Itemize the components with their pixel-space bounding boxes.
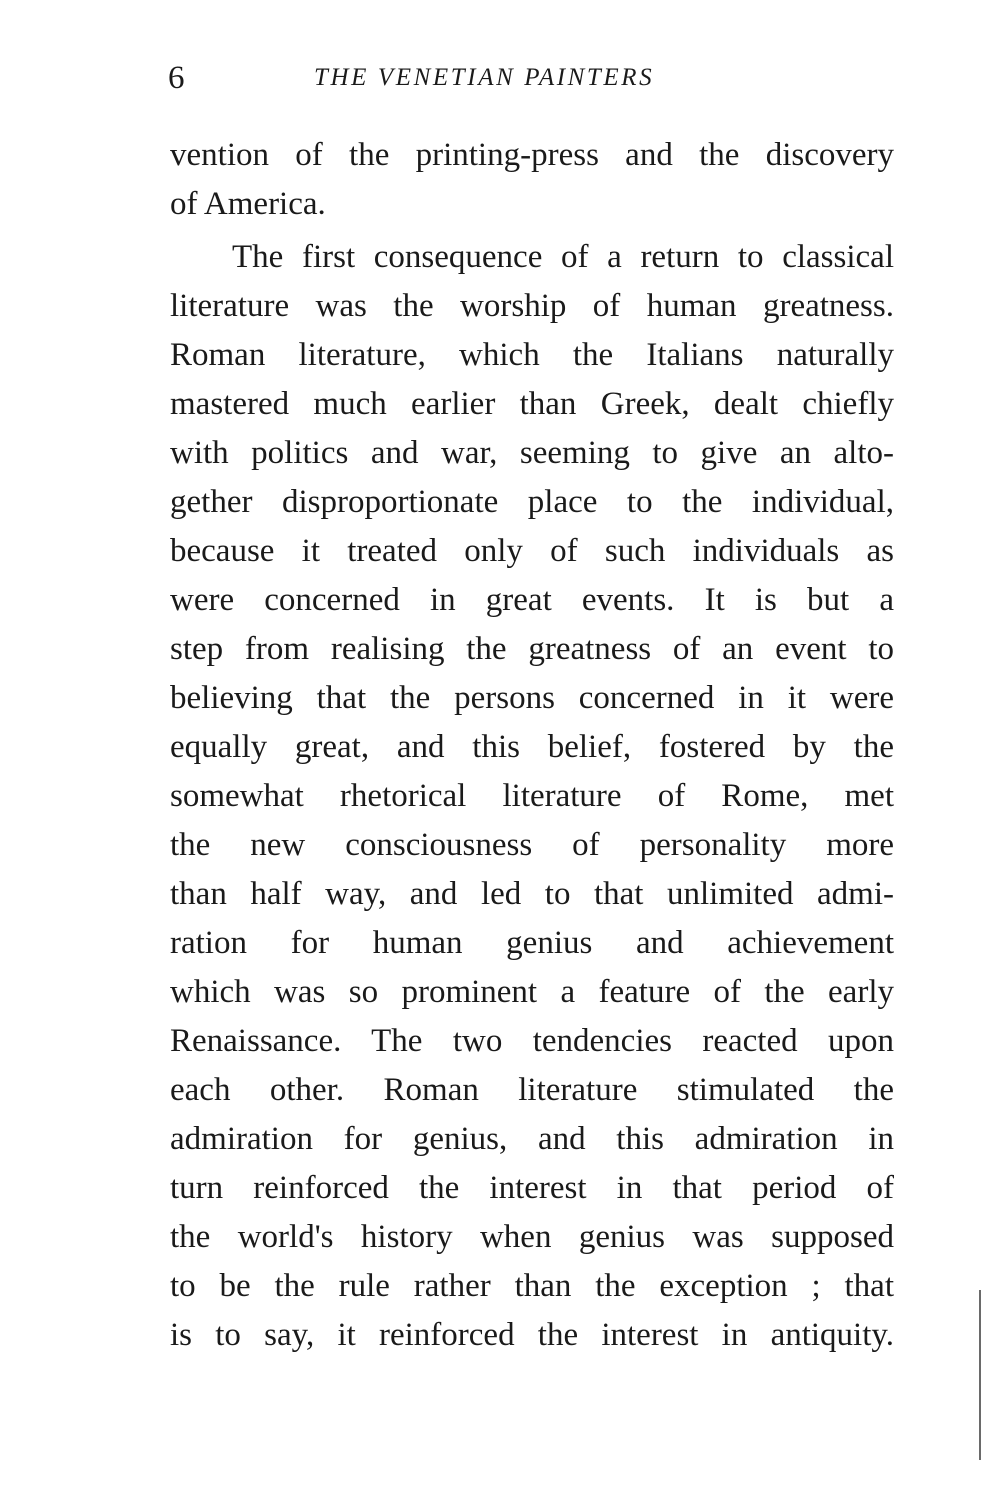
text-line: step from realising the greatness of an event to [170,631,894,667]
text-line: mastered much earlier than Greek, dealt chiefly [170,386,894,422]
paragraph [170,233,894,1360]
text-line: believing that the persons concerned in it were [170,680,894,716]
text-line: admiration for genius, and this admiration in [170,1121,894,1157]
text-line: The first consequence of a return to classical [232,239,894,275]
text-line: because it treated only of such individuals as [170,533,894,569]
text-line: the new consciousness of personality more [170,827,894,863]
text-line: equally great, and this belief, fostered by the [170,729,894,765]
text-line: than half way, and led to that unlimited admi- [170,876,894,912]
text-line: is to say, it reinforced the interest in antiquity. [170,1317,894,1353]
text-line: turn reinforced the interest in that period of [170,1170,894,1206]
text-line: with politics and war, seeming to give an alto- [170,435,894,471]
page-number: 6 [168,60,185,96]
text-line: literature was the worship of human greatness. [170,288,894,324]
text-line: vention of the printing-press and the discovery [170,137,894,173]
text-line: of America. [170,186,326,222]
text-line: ration for human genius and achievement [170,925,894,961]
text-line: which was so prominent a feature of the early [170,974,894,1010]
text-line: the world's history when genius was supposed [170,1219,894,1255]
paragraph [170,131,894,229]
text-line: Roman literature, which the Italians naturally [170,337,894,373]
text-line: gether disproportionate place to the individual, [170,484,894,520]
running-head [168,58,748,98]
text-line: Renaissance. The two tendencies reacted upon [170,1023,894,1059]
page-edge-line [979,1290,981,1460]
text-line: were concerned in great events. It is but a [170,582,894,618]
text-line: to be the rule rather than the exception ; that [170,1268,894,1304]
text-line: each other. Roman literature stimulated the [170,1072,894,1108]
text-line: somewhat rhetorical literature of Rome, met [170,778,894,814]
body-text [170,131,894,1360]
running-title: THE VENETIAN PAINTERS [314,64,655,91]
